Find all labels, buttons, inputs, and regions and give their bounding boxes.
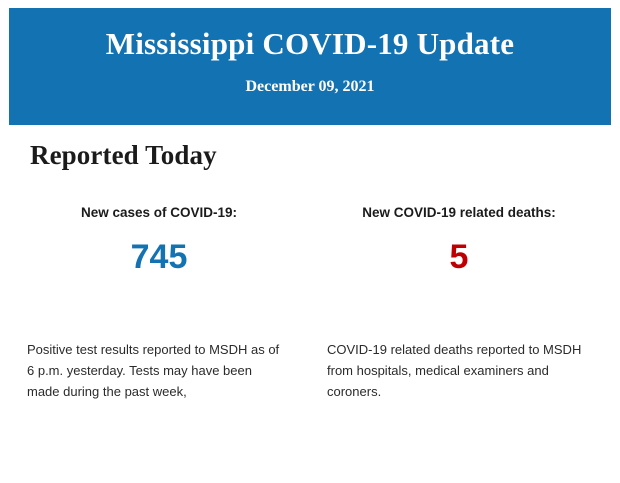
stat-new-deaths (309, 205, 609, 274)
stats-row (9, 205, 611, 274)
note-new-deaths (309, 340, 609, 402)
note-text: COVID-19 related deaths reported to MSDH from hospitals, medical examiners and coroners. (327, 342, 582, 399)
header-banner (9, 8, 611, 125)
notes-row (9, 340, 611, 402)
page-title: Mississippi COVID-19 Update (105, 26, 515, 61)
section-heading: Reported Today (30, 140, 217, 170)
stat-label: New COVID-19 related deaths: (362, 205, 556, 220)
stat-value: 745 (130, 238, 188, 276)
stat-value: 5 (449, 238, 469, 276)
note-text: Positive test results reported to MSDH as of 6 p.m. yesterday. Tests may have been made during the past week, (27, 342, 280, 399)
note-new-cases (9, 340, 309, 402)
stat-label: New cases of COVID-19: (80, 205, 238, 220)
report-date: December 09, 2021 (245, 78, 375, 96)
stat-new-cases (9, 205, 309, 274)
